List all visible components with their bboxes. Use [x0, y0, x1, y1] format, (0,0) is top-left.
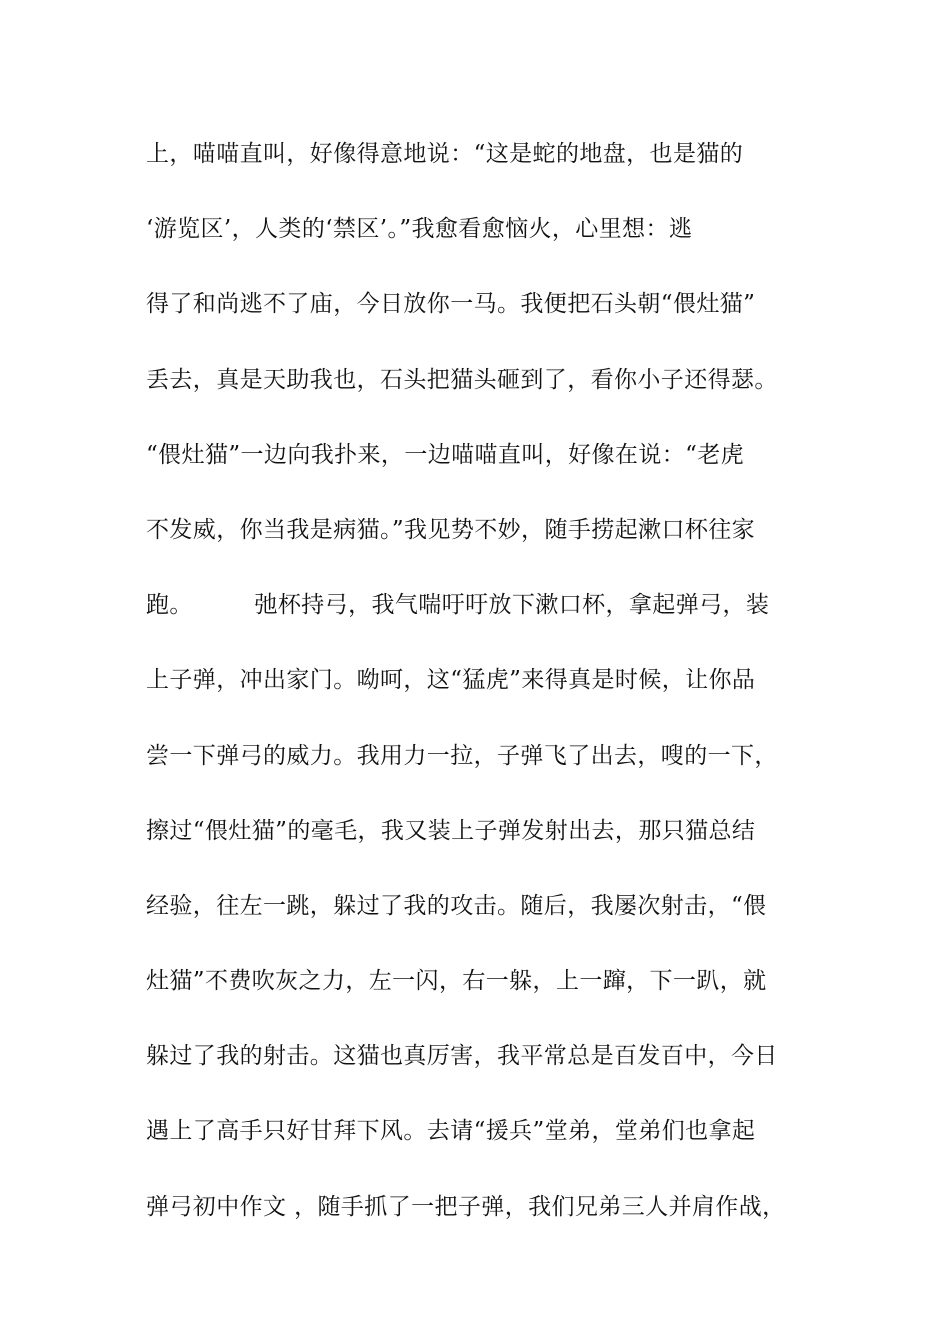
text-line: 上子弹，冲出家门。呦呵，这“猛虎”来得真是时候，让你品 [146, 667, 756, 694]
text-line: ‘游览区’，人类的‘禁区’。”我愈看愈恼火，心里想：逃 [146, 216, 693, 243]
text-line: 上，喵喵直叫，好像得意地说：“这是蛇的地盘，也是猫的 [146, 141, 744, 167]
text-line: 躲过了我的射击。这猫也真厉害，我平常总是百发百中，今日 [146, 1043, 778, 1070]
text-line: 跑。 弛杯持弓，我气喘吁吁放下漱口杯，拿起弹弓，装 [146, 592, 770, 619]
text-line: 擦过“偎灶猫”的毫毛，我又装上子弹发射出去，那只猫总结 [146, 817, 756, 844]
text-line: 丢去，真是天助我也，石头把猫头砸到了，看你小子还得瑟。 [146, 366, 778, 393]
body-text [146, 132, 826, 1260]
text-line: 经验，往左一跳，躲过了我的攻击。随后，我屡次射击，“偎 [146, 892, 767, 919]
text-line: 得了和尚逃不了庙，今日放你一马。我便把石头朝“偎灶猫” [146, 291, 756, 318]
text-line: 尝一下弹弓的威力。我用力一拉，子弹飞了出去，嗖的一下， [146, 742, 778, 769]
text-line: 弹弓初中作文 ，随手抓了一把子弹，我们兄弟三人并肩作战， [146, 1193, 786, 1220]
text-line: 不发威，你当我是病猫。”我见势不妙，随手捞起漱口杯往家 [146, 516, 756, 543]
text-line: 灶猫”不费吹灰之力，左一闪，右一躲，上一蹿，下一趴，就 [146, 968, 767, 995]
text-line: “偎灶猫”一边向我扑来，一边喵喵直叫，好像在说：“老虎 [146, 441, 745, 468]
text-line: 遇上了高手只好甘拜下风。去请“援兵”堂弟，堂弟们也拿起 [146, 1118, 756, 1145]
